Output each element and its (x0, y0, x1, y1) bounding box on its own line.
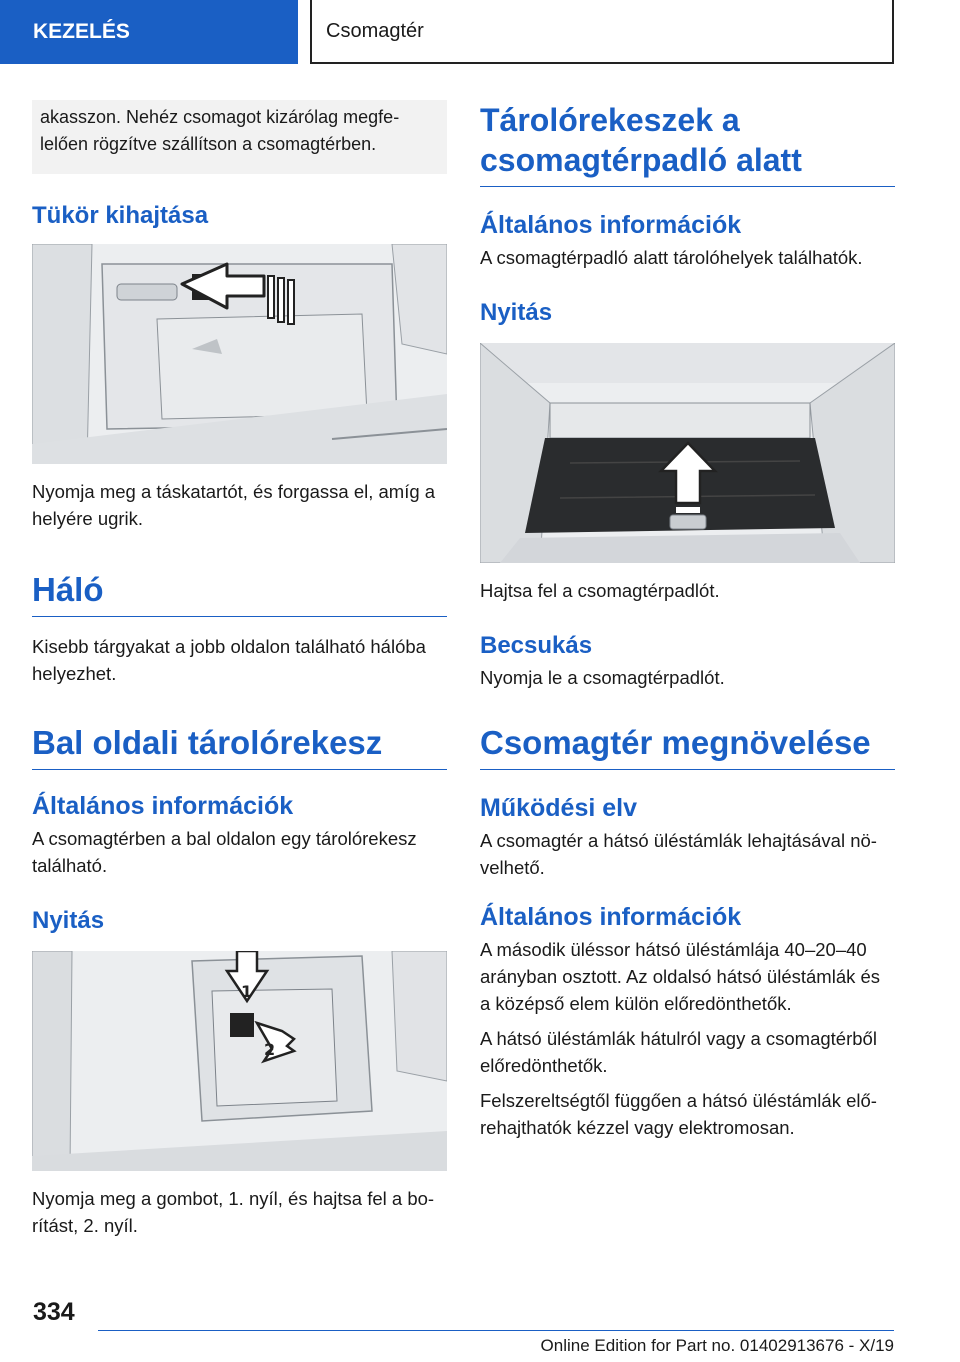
mirror-heading: Tükör kihajtása (32, 202, 209, 229)
principle-heading: Működési elv (480, 794, 637, 822)
note-text: akasszon. Nehéz csomagot kizárólag megfelelően rögzítve szállítson a csomagtérben. (40, 107, 400, 154)
general2-p3: Felszereltségtől függően a hátsó üléstámlák előrehajthatók kézzel vagy elektromosan. (480, 1090, 877, 1138)
enlarge-heading: Csomagtér megnövelése (480, 723, 895, 770)
page-number: 334 (33, 1298, 75, 1326)
storage-illustration (32, 951, 447, 1171)
close-heading: Becsukás (480, 632, 593, 659)
general-text-left: A csomagtérben a bal oldalon egy tárolórekesz található. (32, 828, 417, 876)
mirror-figure (32, 244, 447, 464)
storage-figure (32, 951, 447, 1171)
mirror-text: Nyomja meg a táskatartót, és forgassa el, amíg a helyére ugrik. (32, 481, 436, 529)
open-heading-left: Nyitás (32, 907, 105, 934)
general-text-right: A csomagtérpadló alatt tárolóhelyek találhatók. (480, 247, 863, 268)
net-heading: Háló (32, 570, 447, 617)
principle-text: A csomagtér a hátsó üléstámlák lehajtásával növelhető. (480, 830, 877, 878)
net-text: Kisebb tárgyakat a jobb oldalon található hálóba helyezhet. (32, 636, 426, 684)
section-label: KEZELÉS (33, 20, 130, 43)
section-tab (0, 0, 298, 64)
close-text: Nyomja le a csomagtérpadlót. (480, 667, 725, 688)
note-box (32, 100, 447, 174)
footer-divider (98, 1330, 894, 1331)
open-text-left: Nyomja meg a gombot, 1. nyíl, és hajtsa fel a borítást, 2. nyíl. (32, 1188, 435, 1236)
chapter-header (310, 0, 894, 64)
general2-heading: Általános információk (480, 903, 742, 931)
general-heading-left: Általános információk (32, 792, 294, 820)
open-heading-right: Nyitás (480, 299, 553, 326)
floor-figure (480, 343, 895, 563)
mirror-illustration (32, 244, 447, 464)
right-column (480, 100, 895, 1141)
floor-illustration (480, 343, 895, 563)
underfloor-heading: Tárolórekeszek a csomagtérpadló alatt (480, 100, 895, 187)
fig-label-1: 1 (241, 982, 253, 1001)
general2-p1: A második üléssor hátsó üléstámlája 40–20–40 arányban osztott. Az oldalsó hátsó üléstámlák és a középső elem külön előredönthetők. (480, 939, 881, 1014)
general2-p2: A hátsó üléstámlák hátulról vagy a csomagtérből előredönthetők. (480, 1028, 877, 1076)
open-text-right: Hajtsa fel a csomagtérpadlót. (480, 580, 720, 601)
storage-heading: Bal oldali tárolórekesz (32, 723, 447, 770)
chapter-label: Csomagtér (326, 19, 424, 42)
general-heading-right: Általános információk (480, 211, 742, 239)
left-column (32, 100, 447, 1239)
fig-label-2: 2 (264, 1040, 276, 1059)
edition-text: Online Edition for Part no. 01402913676 - X/19 (540, 1336, 894, 1355)
